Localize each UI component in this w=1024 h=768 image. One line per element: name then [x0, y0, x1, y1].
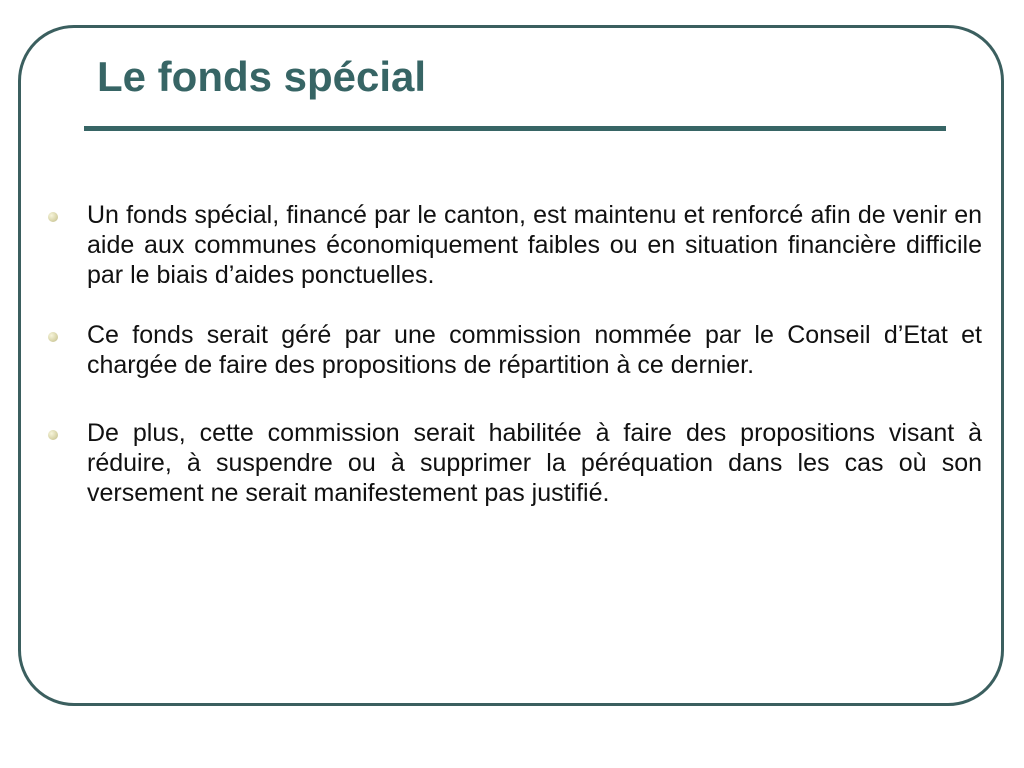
bullet-text: Ce fonds serait géré par une commission nommée par le Conseil d’Etat et chargée de faire des propositions de répartition à ce dernier.	[87, 321, 982, 379]
bullet-item	[44, 320, 982, 380]
title-underline	[84, 126, 946, 131]
bullet-text: Un fonds spécial, financé par le canton, est maintenu et renforcé afin de venir en aide aux communes économiquement faibles ou en situation financière difficile par le biais d’aides ponctuelles.	[87, 201, 982, 289]
bullet-list	[44, 200, 982, 508]
bullet-dot-icon	[48, 212, 58, 222]
bullet-item	[44, 200, 982, 290]
bullet-text: De plus, cette commission serait habilitée à faire des propositions visant à réduire, à suspendre ou à supprimer la péréquation dans les cas où son versement ne serait manifestement pas justifié.	[87, 419, 982, 507]
bullet-item	[44, 418, 982, 508]
bullet-dot-icon	[48, 430, 58, 440]
slide-title: Le fonds spécial	[97, 53, 427, 100]
bullet-dot-icon	[48, 332, 58, 342]
